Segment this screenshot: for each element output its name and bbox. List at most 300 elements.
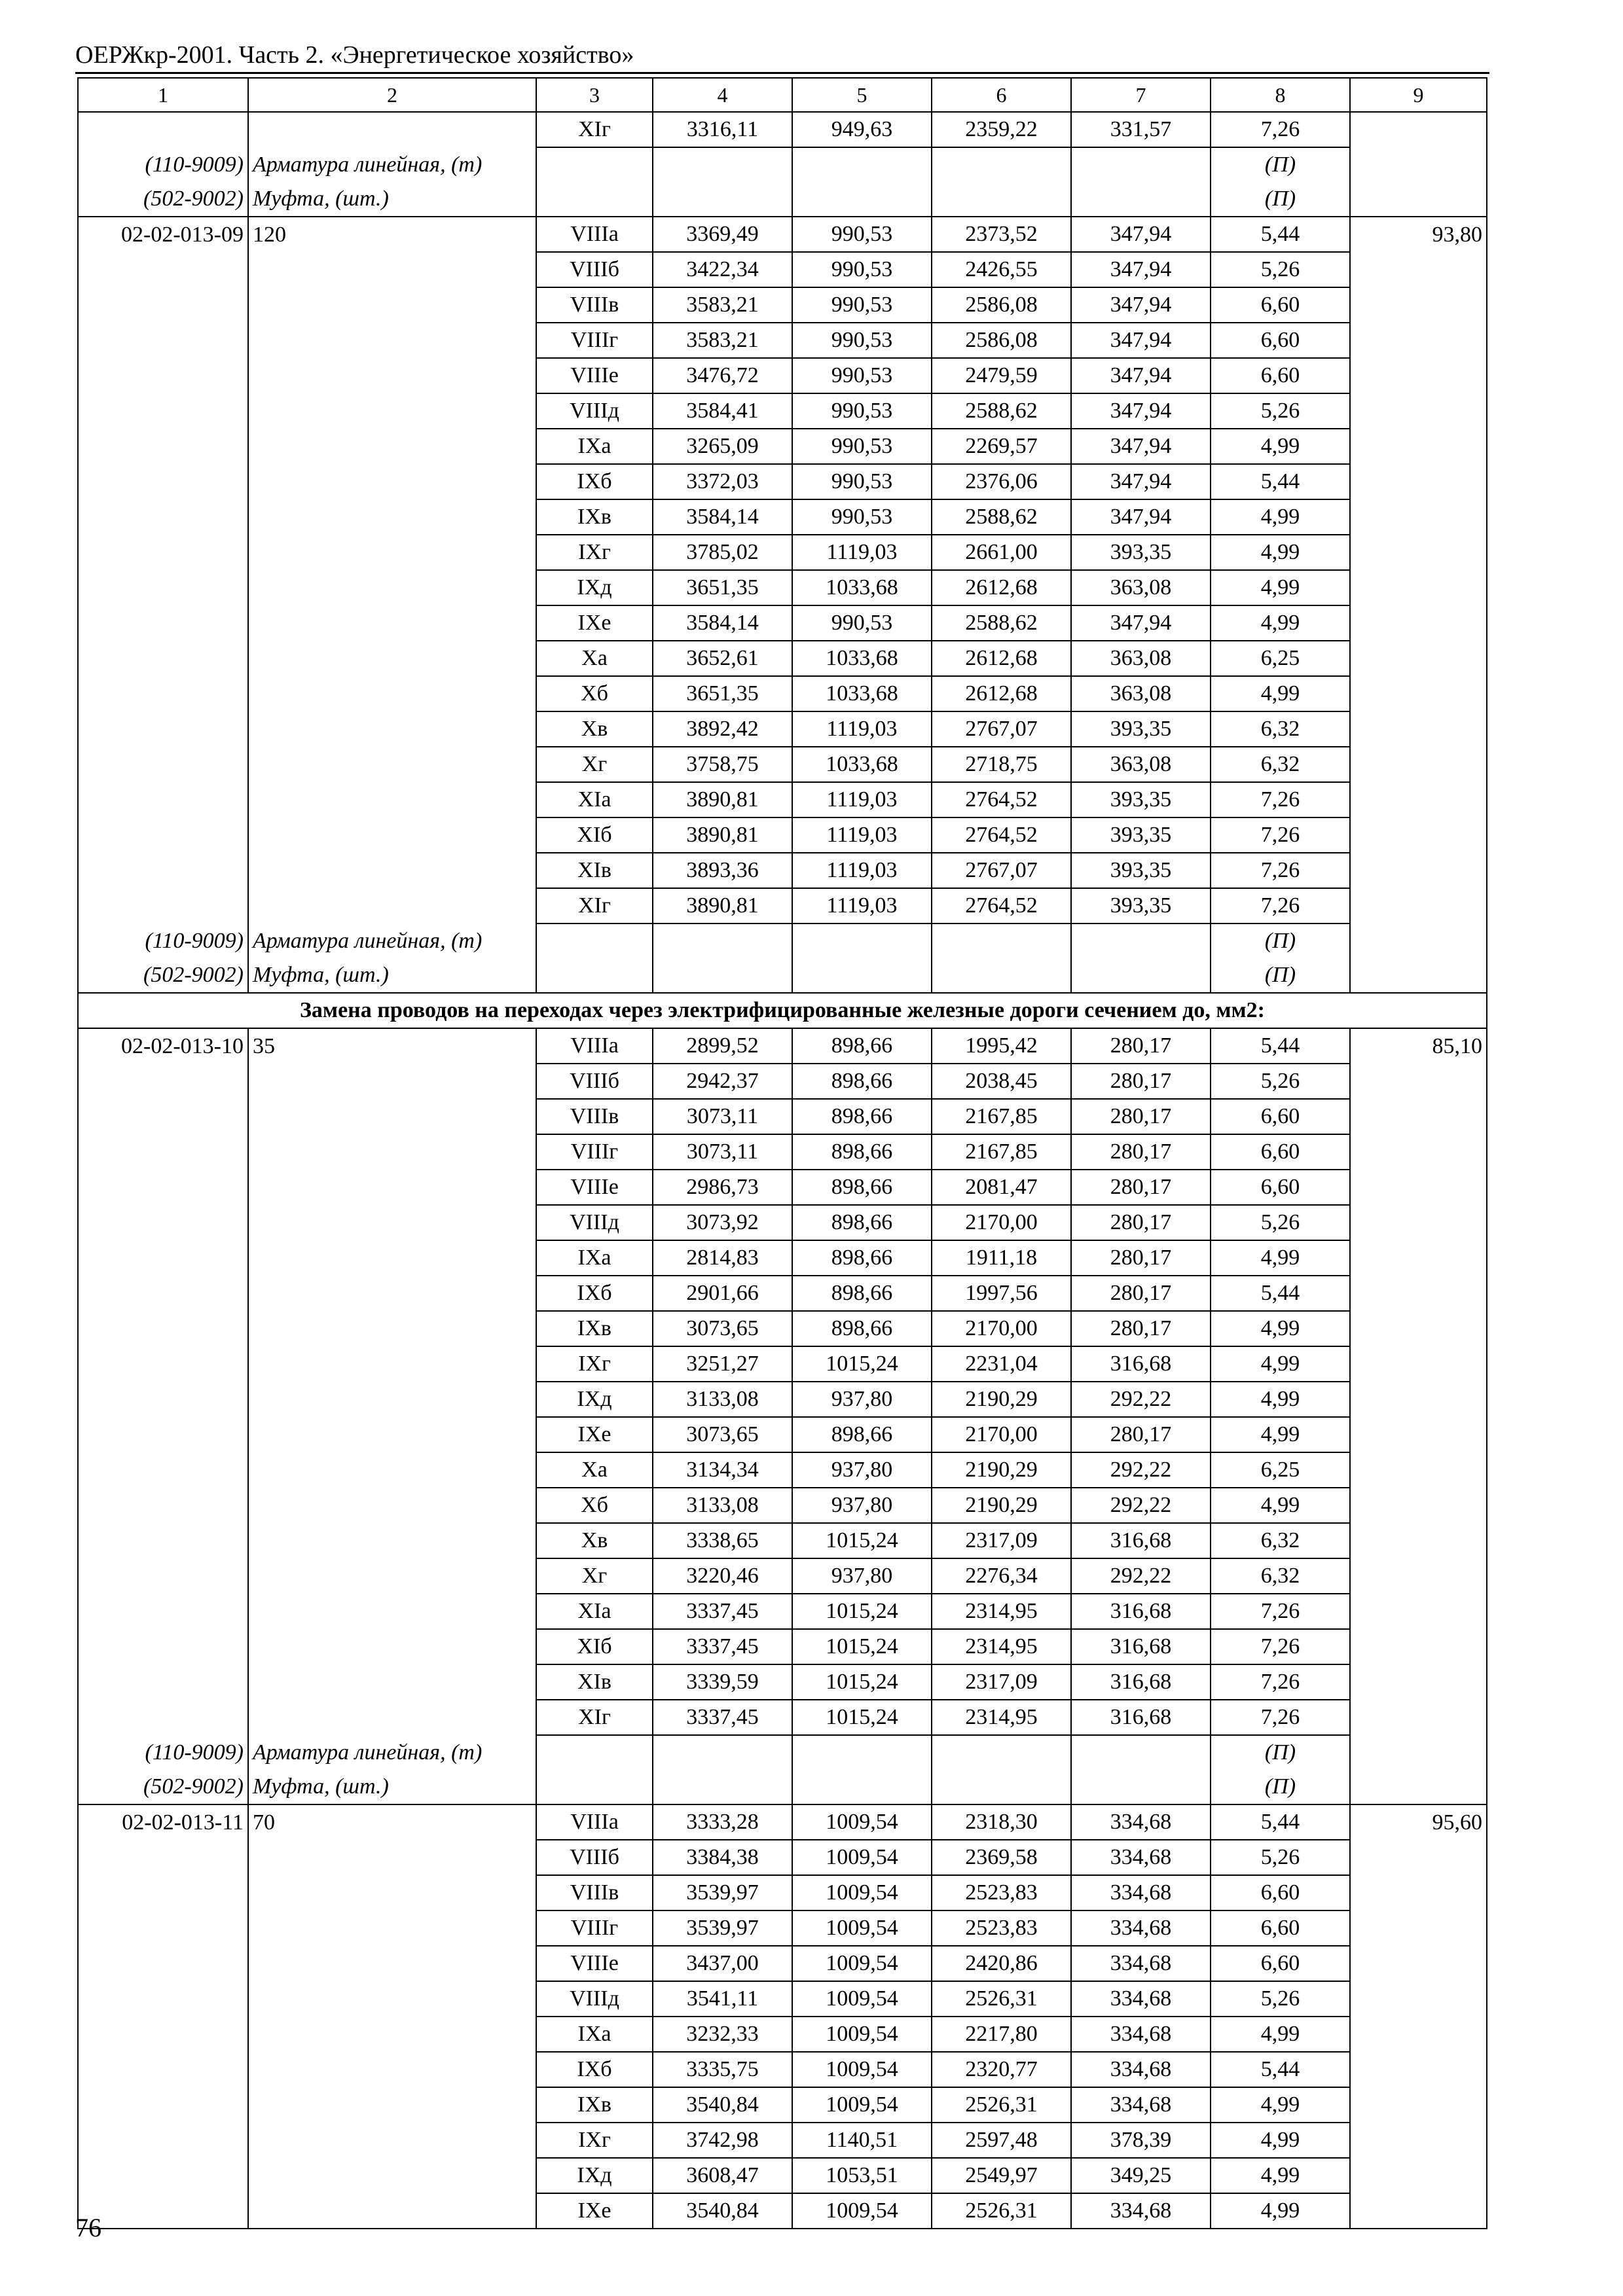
value-cell: 334,68: [1071, 2017, 1211, 2052]
work-name: 120: [248, 217, 536, 252]
value-cell: 393,35: [1071, 535, 1211, 570]
zone-cell: IXб: [536, 1276, 653, 1311]
value-cell: 3651,35: [653, 570, 792, 605]
rate-code: [78, 1840, 248, 1875]
value-cell: 3251,27: [653, 1346, 792, 1382]
value-cell: 3893,36: [653, 853, 792, 888]
table-row: [78, 817, 1487, 853]
table-row: [78, 570, 1487, 605]
value-cell: 347,94: [1071, 252, 1211, 287]
value-cell: 3073,65: [653, 1311, 792, 1346]
value-cell: 3541,11: [653, 1981, 792, 2017]
total-cell: [1350, 570, 1487, 605]
table-row: [78, 711, 1487, 747]
zone-cell: XIв: [536, 1664, 653, 1700]
table-row: [78, 252, 1487, 287]
zone-cell: IXе: [536, 605, 653, 641]
value-cell: 2359,22: [932, 112, 1071, 147]
value-cell: 6,32: [1211, 1558, 1350, 1594]
column-header: 1: [78, 78, 248, 112]
total-cell: 85,10: [1350, 1028, 1487, 1064]
total-cell: [1350, 1558, 1487, 1594]
value-cell: 4,99: [1211, 2193, 1350, 2229]
work-name: 70: [248, 1804, 536, 1840]
value-cell: 5,44: [1211, 1804, 1350, 1840]
material-row: [78, 1735, 1487, 1770]
work-name: [248, 1664, 536, 1700]
value-cell: 7,26: [1211, 853, 1350, 888]
value-cell: 2190,29: [932, 1488, 1071, 1523]
value-cell: 4,99: [1211, 1311, 1350, 1346]
column-header: 8: [1211, 78, 1350, 112]
material-code: (110-9009): [78, 924, 248, 958]
value-cell: 3892,42: [653, 711, 792, 747]
value-cell: 990,53: [792, 323, 932, 358]
total-cell: [1350, 1629, 1487, 1664]
zone-cell: VIIIа: [536, 217, 653, 252]
total-cell: [1350, 464, 1487, 499]
value-cell: 1033,68: [792, 747, 932, 782]
value-cell: 280,17: [1071, 1028, 1211, 1064]
table-row: [78, 1804, 1487, 1840]
value-cell: 7,26: [1211, 112, 1350, 147]
zone-cell: Xб: [536, 676, 653, 711]
value-cell: 2588,62: [932, 605, 1071, 641]
total-cell: [1350, 393, 1487, 429]
total-cell: [1350, 112, 1487, 147]
rate-code: [78, 1946, 248, 1981]
value-cell: 1119,03: [792, 817, 932, 853]
value-cell: 6,60: [1211, 1099, 1350, 1134]
value-cell: 3890,81: [653, 888, 792, 924]
value-cell: 6,60: [1211, 1875, 1350, 1910]
value-cell: 4,99: [1211, 2123, 1350, 2158]
total-cell: [1350, 358, 1487, 393]
value-cell: 2767,07: [932, 711, 1071, 747]
value-cell: 1009,54: [792, 1981, 932, 2017]
work-name: [248, 1488, 536, 1523]
work-name: [248, 1205, 536, 1240]
zone-cell: XIа: [536, 1594, 653, 1629]
work-name: [248, 2158, 536, 2193]
value-cell: 347,94: [1071, 393, 1211, 429]
value-cell: 3540,84: [653, 2087, 792, 2123]
work-name: [248, 1981, 536, 2017]
value-cell: 3333,28: [653, 1804, 792, 1840]
zone-cell: IXд: [536, 2158, 653, 2193]
page-header: ОЕРЖкр-2001. Часть 2. «Энергетическое хозяйство»: [75, 41, 634, 69]
total-cell: [1350, 323, 1487, 358]
value-cell: 3073,92: [653, 1205, 792, 1240]
table-row: [78, 358, 1487, 393]
value-cell: 331,57: [1071, 112, 1211, 147]
rate-code: [78, 853, 248, 888]
value-cell: 990,53: [792, 252, 932, 287]
value-cell: 7,26: [1211, 817, 1350, 853]
value-cell: 3073,65: [653, 1417, 792, 1452]
work-name: [248, 782, 536, 817]
value-cell: 1009,54: [792, 1840, 932, 1875]
value-cell: 2170,00: [932, 1205, 1071, 1240]
table-row: [78, 535, 1487, 570]
total-cell: [1350, 287, 1487, 323]
value-cell: 937,80: [792, 1452, 932, 1488]
value-cell: 378,39: [1071, 2123, 1211, 2158]
value-cell: 2376,06: [932, 464, 1071, 499]
table-row: [78, 1523, 1487, 1558]
zone-cell: XIб: [536, 1629, 653, 1664]
total-cell: [1350, 535, 1487, 570]
value-cell: 937,80: [792, 1488, 932, 1523]
rate-code: [78, 1594, 248, 1629]
value-cell: 2217,80: [932, 2017, 1071, 2052]
table-row: [78, 287, 1487, 323]
table-row: [78, 1346, 1487, 1382]
value-cell: 280,17: [1071, 1417, 1211, 1452]
column-header: 4: [653, 78, 792, 112]
value-cell: 3539,97: [653, 1910, 792, 1946]
material-code: (110-9009): [78, 147, 248, 182]
rate-code: [78, 1240, 248, 1276]
value-cell: 363,08: [1071, 747, 1211, 782]
value-cell: 2314,95: [932, 1629, 1071, 1664]
value-cell: 1009,54: [792, 1804, 932, 1840]
table-row: [78, 1875, 1487, 1910]
total-cell: [1350, 641, 1487, 676]
value-cell: 347,94: [1071, 499, 1211, 535]
rate-code: [78, 641, 248, 676]
zone-cell: VIIIг: [536, 1134, 653, 1170]
rate-code: [78, 1488, 248, 1523]
value-cell: 3583,21: [653, 287, 792, 323]
value-cell: 1119,03: [792, 535, 932, 570]
value-cell: 1119,03: [792, 888, 932, 924]
table-row: [78, 1276, 1487, 1311]
value-cell: 334,68: [1071, 1946, 1211, 1981]
work-name: [248, 1311, 536, 1346]
total-cell: [1350, 711, 1487, 747]
material-name: Муфта, (шт.): [248, 182, 536, 217]
total-cell: [1350, 1170, 1487, 1205]
work-name: [248, 711, 536, 747]
material-name: Муфта, (шт.): [248, 1770, 536, 1804]
rate-code: [78, 1700, 248, 1735]
value-cell: 1015,24: [792, 1594, 932, 1629]
value-cell: 5,44: [1211, 217, 1350, 252]
table-row: [78, 2193, 1487, 2229]
table-row: [78, 1840, 1487, 1875]
value-cell: 1009,54: [792, 1910, 932, 1946]
value-cell: 2764,52: [932, 888, 1071, 924]
work-name: [248, 641, 536, 676]
value-cell: 6,60: [1211, 358, 1350, 393]
rate-code: [78, 888, 248, 924]
value-cell: 6,32: [1211, 1523, 1350, 1558]
zone-cell: IXа: [536, 1240, 653, 1276]
value-cell: 2661,00: [932, 535, 1071, 570]
value-cell: 7,26: [1211, 1700, 1350, 1735]
value-cell: 4,99: [1211, 2087, 1350, 2123]
value-cell: 6,60: [1211, 1910, 1350, 1946]
table-row: [78, 464, 1487, 499]
work-name: [248, 252, 536, 287]
value-cell: 6,32: [1211, 747, 1350, 782]
material-row: [78, 147, 1487, 182]
total-cell: [1350, 1064, 1487, 1099]
total-cell: [1350, 1382, 1487, 1417]
value-cell: 7,26: [1211, 888, 1350, 924]
value-cell: 1015,24: [792, 1700, 932, 1735]
value-cell: 334,68: [1071, 1981, 1211, 2017]
value-cell: 898,66: [792, 1276, 932, 1311]
rate-code: [78, 1311, 248, 1346]
total-cell: [1350, 817, 1487, 853]
rate-code: [78, 711, 248, 747]
zone-cell: Xг: [536, 747, 653, 782]
rate-code: 02-02-013-10: [78, 1028, 248, 1064]
zone-cell: IXг: [536, 1346, 653, 1382]
work-name: [248, 676, 536, 711]
table-row: [78, 1558, 1487, 1594]
value-cell: 990,53: [792, 499, 932, 535]
zone-cell: IXб: [536, 464, 653, 499]
value-cell: 6,25: [1211, 641, 1350, 676]
value-cell: 2586,08: [932, 287, 1071, 323]
value-cell: 347,94: [1071, 464, 1211, 499]
section-title-row: [78, 993, 1487, 1028]
value-cell: 5,26: [1211, 1981, 1350, 2017]
material-value: (П): [1211, 182, 1350, 217]
value-cell: 1033,68: [792, 570, 932, 605]
value-cell: 2170,00: [932, 1417, 1071, 1452]
rate-code: [78, 1134, 248, 1170]
value-cell: 990,53: [792, 464, 932, 499]
value-cell: 898,66: [792, 1099, 932, 1134]
zone-cell: XIб: [536, 817, 653, 853]
value-cell: 2314,95: [932, 1594, 1071, 1629]
value-cell: 280,17: [1071, 1240, 1211, 1276]
rate-code: [78, 1170, 248, 1205]
rate-code: [78, 1382, 248, 1417]
value-cell: 898,66: [792, 1134, 932, 1170]
work-name: [248, 853, 536, 888]
material-code: (502-9002): [78, 958, 248, 993]
value-cell: 4,99: [1211, 499, 1350, 535]
rate-code: [78, 747, 248, 782]
rate-code: [78, 112, 248, 147]
value-cell: 3335,75: [653, 2052, 792, 2087]
rate-code: [78, 393, 248, 429]
work-name: [248, 1346, 536, 1382]
work-name: [248, 817, 536, 853]
total-cell: [1350, 1946, 1487, 1981]
value-cell: 3584,41: [653, 393, 792, 429]
work-name: [248, 1276, 536, 1311]
value-cell: 898,66: [792, 1064, 932, 1099]
value-cell: 334,68: [1071, 2087, 1211, 2123]
work-name: [248, 1946, 536, 1981]
work-name: [248, 287, 536, 323]
value-cell: 347,94: [1071, 605, 1211, 641]
zone-cell: XIг: [536, 888, 653, 924]
value-cell: 2170,00: [932, 1311, 1071, 1346]
value-cell: 6,60: [1211, 287, 1350, 323]
total-cell: [1350, 499, 1487, 535]
rate-code: [78, 605, 248, 641]
total-cell: [1350, 1346, 1487, 1382]
zone-cell: XIв: [536, 853, 653, 888]
value-cell: 5,26: [1211, 1205, 1350, 1240]
value-cell: 347,94: [1071, 429, 1211, 464]
value-cell: 1009,54: [792, 2052, 932, 2087]
value-cell: 3652,61: [653, 641, 792, 676]
zone-cell: VIIIд: [536, 393, 653, 429]
material-code: (502-9002): [78, 182, 248, 217]
rate-code: [78, 2087, 248, 2123]
value-cell: 5,26: [1211, 252, 1350, 287]
value-cell: 3539,97: [653, 1875, 792, 1910]
value-cell: 2764,52: [932, 782, 1071, 817]
value-cell: 4,99: [1211, 429, 1350, 464]
zone-cell: VIIIв: [536, 1875, 653, 1910]
value-cell: 1009,54: [792, 2017, 932, 2052]
value-cell: 316,68: [1071, 1523, 1211, 1558]
value-cell: 3785,02: [653, 535, 792, 570]
total-cell: [1350, 605, 1487, 641]
rate-code: [78, 2052, 248, 2087]
value-cell: 6,60: [1211, 323, 1350, 358]
table-row: [78, 1205, 1487, 1240]
zone-cell: VIIIв: [536, 287, 653, 323]
value-cell: 3369,49: [653, 217, 792, 252]
value-cell: 4,99: [1211, 676, 1350, 711]
zone-cell: VIIIд: [536, 1205, 653, 1240]
total-cell: [1350, 429, 1487, 464]
total-cell: [1350, 1981, 1487, 2017]
total-cell: [1350, 1488, 1487, 1523]
total-cell: [1350, 1417, 1487, 1452]
total-cell: 93,80: [1350, 217, 1487, 252]
zone-cell: VIIIг: [536, 323, 653, 358]
value-cell: 7,26: [1211, 1664, 1350, 1700]
value-cell: 280,17: [1071, 1276, 1211, 1311]
value-cell: 2317,09: [932, 1523, 1071, 1558]
value-cell: 1119,03: [792, 711, 932, 747]
work-name: [248, 1382, 536, 1417]
table-row: [78, 112, 1487, 147]
value-cell: 6,60: [1211, 1946, 1350, 1981]
value-cell: 363,08: [1071, 570, 1211, 605]
work-name: [248, 2017, 536, 2052]
value-cell: 2612,68: [932, 676, 1071, 711]
page-number: 76: [75, 2213, 101, 2242]
rate-code: [78, 817, 248, 853]
table-row: [78, 641, 1487, 676]
value-cell: 393,35: [1071, 853, 1211, 888]
value-cell: 1015,24: [792, 1629, 932, 1664]
value-cell: 349,25: [1071, 2158, 1211, 2193]
value-cell: 2764,52: [932, 817, 1071, 853]
zone-cell: IXе: [536, 1417, 653, 1452]
value-cell: 2479,59: [932, 358, 1071, 393]
value-cell: 347,94: [1071, 323, 1211, 358]
value-cell: 1119,03: [792, 853, 932, 888]
value-cell: 4,99: [1211, 2158, 1350, 2193]
value-cell: 5,26: [1211, 393, 1350, 429]
value-cell: 4,99: [1211, 1417, 1350, 1452]
work-name: [248, 464, 536, 499]
material-value: (П): [1211, 147, 1350, 182]
table-row: [78, 1240, 1487, 1276]
value-cell: 393,35: [1071, 817, 1211, 853]
value-cell: 5,44: [1211, 1276, 1350, 1311]
value-cell: 3651,35: [653, 676, 792, 711]
table-row: [78, 1170, 1487, 1205]
value-cell: 3584,14: [653, 499, 792, 535]
value-cell: 334,68: [1071, 1804, 1211, 1840]
total-cell: [1350, 1594, 1487, 1629]
value-cell: 292,22: [1071, 1382, 1211, 1417]
value-cell: 5,44: [1211, 2052, 1350, 2087]
table-row: [78, 429, 1487, 464]
value-cell: 898,66: [792, 1205, 932, 1240]
zone-cell: VIIIв: [536, 1099, 653, 1134]
total-cell: [1350, 2158, 1487, 2193]
zone-cell: VIIIе: [536, 1170, 653, 1205]
value-cell: 393,35: [1071, 711, 1211, 747]
value-cell: 3339,59: [653, 1664, 792, 1700]
total-cell: [1350, 1099, 1487, 1134]
section-title: Замена проводов на переходах через электрифицированные железные дороги сечением до, мм2:: [78, 993, 1487, 1028]
total-cell: [1350, 2193, 1487, 2229]
rate-code: [78, 1276, 248, 1311]
total-cell: [1350, 2052, 1487, 2087]
value-cell: 316,68: [1071, 1664, 1211, 1700]
value-cell: 1009,54: [792, 2087, 932, 2123]
value-cell: 280,17: [1071, 1134, 1211, 1170]
value-cell: 7,26: [1211, 1594, 1350, 1629]
value-cell: 4,99: [1211, 1240, 1350, 1276]
value-cell: 2523,83: [932, 1910, 1071, 1946]
value-cell: 316,68: [1071, 1346, 1211, 1382]
rate-code: [78, 499, 248, 535]
work-name: [248, 1134, 536, 1170]
rate-code: [78, 1099, 248, 1134]
value-cell: 2814,83: [653, 1240, 792, 1276]
zone-cell: VIIIг: [536, 1910, 653, 1946]
work-name: [248, 1064, 536, 1099]
value-cell: 2038,45: [932, 1064, 1071, 1099]
value-cell: 990,53: [792, 217, 932, 252]
table-row: [78, 499, 1487, 535]
zone-cell: Xб: [536, 1488, 653, 1523]
value-cell: 3540,84: [653, 2193, 792, 2229]
total-cell: [1350, 1276, 1487, 1311]
work-name: [248, 2087, 536, 2123]
work-name: [248, 605, 536, 641]
value-cell: 4,99: [1211, 1488, 1350, 1523]
material-row: [78, 1770, 1487, 1804]
value-cell: 2167,85: [932, 1099, 1071, 1134]
value-cell: 334,68: [1071, 1875, 1211, 1910]
value-cell: 3134,34: [653, 1452, 792, 1488]
value-cell: 2317,09: [932, 1664, 1071, 1700]
value-cell: 6,32: [1211, 711, 1350, 747]
zone-cell: IXв: [536, 2087, 653, 2123]
total-cell: [1350, 2087, 1487, 2123]
zone-cell: Xв: [536, 711, 653, 747]
value-cell: 316,68: [1071, 1629, 1211, 1664]
